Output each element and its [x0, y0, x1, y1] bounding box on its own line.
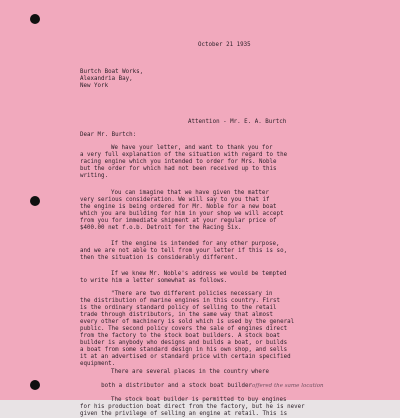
paragraph-line: to write him a letter somewhat as follows.: [80, 278, 228, 284]
paragraph-5: [80, 291, 385, 368]
address-line-3: New York: [80, 83, 109, 89]
paragraph-line: public. The second policy covers the sale of engines direct: [80, 326, 288, 332]
paragraph-line: and we are not able to tell from your letter if this is so,: [80, 248, 288, 254]
attention-line: Attention - Mr. E. A. Burtch: [188, 119, 287, 125]
paragraph-line: builder is anybody who designs and builds a boat, or builds: [80, 340, 288, 346]
paragraph-line: the engine is being ordered for Mr. Noble for a new boat: [80, 204, 277, 210]
paragraph-line: [80, 376, 385, 397]
letter-date: October 21 1935: [198, 42, 251, 48]
paragraph-line: You can imagine that we have given the matter: [111, 190, 269, 196]
paragraph-line-text: both a distributor and a stock boat builder: [101, 383, 252, 389]
paragraph-4: [80, 271, 385, 285]
paragraph-line: it at an advertised or standard price with certain specified: [80, 354, 291, 360]
paragraph-line: racing engine which you intended to order for Mrs. Noble: [80, 159, 277, 165]
paragraph-line: equipment.: [80, 361, 116, 367]
paragraph-line: every other of machinery is sold which is used by the general: [80, 319, 295, 325]
paragraph-line: trade through distributors, in the same way that almost: [80, 312, 274, 318]
paragraph-line: very serious consideration. We will say to you that if: [80, 197, 270, 203]
paragraph-line: which you are building for him in your shop we will accept: [80, 211, 284, 217]
address-line-2: Alexandria Bay,: [80, 76, 133, 82]
paragraph-line: We have your letter, and want to thank you for: [111, 145, 273, 151]
paragraph-1: [80, 145, 385, 180]
paragraph-line: a boat from some standard design in his own shop, and sells: [80, 347, 288, 353]
paragraph-two-lines: [80, 190, 385, 232]
paragraph-line: If the engine is intended for any other purpose,: [111, 241, 280, 247]
address-line-1: Burtch Boat Works,: [80, 69, 144, 75]
paragraph-line: is the ordinary standard policy of selling to the retail: [80, 305, 277, 311]
paragraph-line: given the privilege of selling an engine at retail. This is: [80, 411, 288, 417]
paragraph-line: a very full explanation of the situation with regard to the: [80, 152, 288, 158]
paragraph-line: the distribution of marine engines in this country. First: [80, 298, 281, 304]
paragraph-line: The stock boat builder is permitted to buy engines: [111, 397, 287, 403]
salutation: Dear Mr. Burtch:: [80, 132, 137, 138]
paragraph-line: from you for immediate shipment at your regular price of: [80, 218, 277, 224]
handwritten-note: offered the same location: [252, 383, 324, 389]
paragraph-line: $400.00 net f.o.b. Detroit for the Racing Six.: [80, 225, 242, 231]
paragraph-6: [80, 369, 385, 418]
binder-hole-middle: [30, 196, 40, 206]
paragraph-line: "There are two different policies necessary in: [111, 291, 273, 297]
paragraph-line: for his production boat direct from the factory, but he is never: [80, 404, 305, 410]
paragraph-line: writing.: [80, 173, 109, 179]
binder-hole-bottom: [30, 380, 40, 390]
paragraph-line: then the situation is considerably different.: [80, 255, 238, 261]
paragraph-line: but the order for which had not been received up to this: [80, 166, 277, 172]
paragraph-3: [80, 241, 385, 262]
binder-hole-top: [30, 14, 40, 24]
paragraph-line: If we knew Mr. Noble's address we would be tempted: [111, 271, 287, 277]
paragraph-line: from the factory to the stock boat builders. A stock boat: [80, 333, 281, 339]
paragraph-line: There are several places in the country where: [111, 369, 269, 375]
